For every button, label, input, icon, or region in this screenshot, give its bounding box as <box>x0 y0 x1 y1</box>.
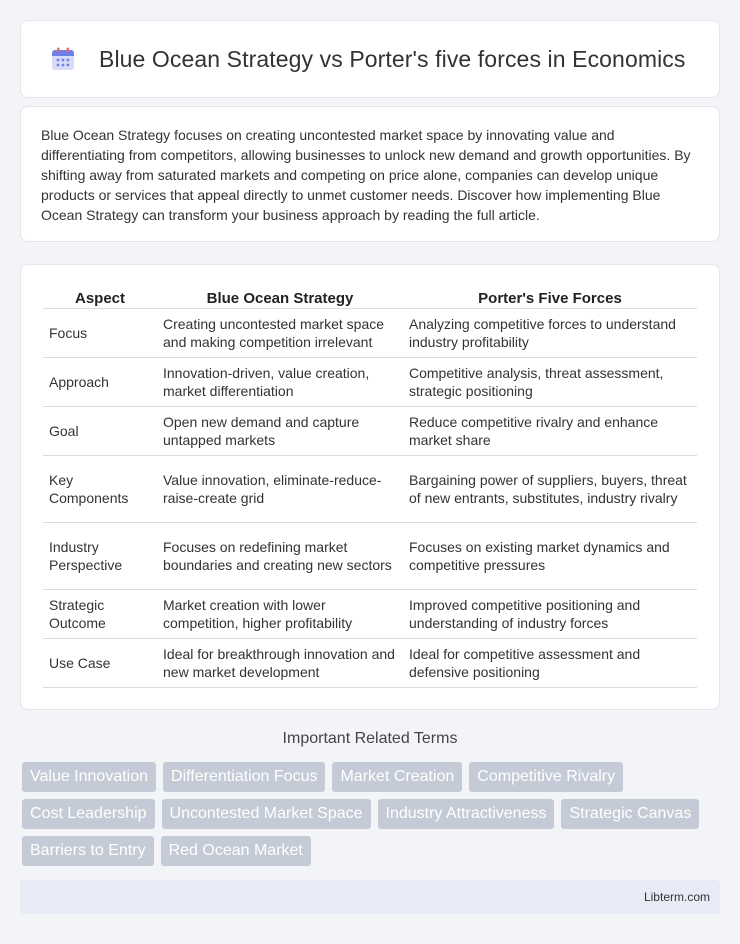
row-porter: Competitive analysis, threat assessment, strategic positioning <box>403 357 697 406</box>
row-porter: Reduce competitive rivalry and enhance market share <box>403 406 697 455</box>
table-row <box>43 308 697 357</box>
row-porter: Bargaining power of suppliers, buyers, threat of new entrants, substitutes, industry rivalry <box>403 455 697 522</box>
tag-row <box>22 762 722 792</box>
related-terms-tags <box>22 762 722 873</box>
table-row <box>43 357 697 406</box>
tag-barriers-to-entry[interactable]: Barriers to Entry <box>22 836 154 866</box>
row-porter: Focuses on existing market dynamics and competitive pressures <box>403 522 697 589</box>
row-blue-ocean: Creating uncontested market space and making competition irrelevant <box>157 308 403 357</box>
row-blue-ocean: Value innovation, eliminate-reduce-raise-create grid <box>157 455 403 522</box>
intro-card <box>20 106 720 242</box>
tag-strategic-canvas[interactable]: Strategic Canvas <box>561 799 699 829</box>
calendar-icon <box>49 45 77 73</box>
row-aspect: Goal <box>43 406 157 455</box>
row-aspect: Approach <box>43 357 157 406</box>
header-blue-ocean: Blue Ocean Strategy <box>157 285 403 308</box>
table-header-row <box>43 285 697 308</box>
tag-uncontested-market-space[interactable]: Uncontested Market Space <box>162 799 371 829</box>
row-blue-ocean: Market creation with lower competition, higher profitability <box>157 589 403 638</box>
row-aspect: Strategic Outcome <box>43 589 157 638</box>
tag-row <box>22 799 722 829</box>
row-porter: Analyzing competitive forces to understand industry profitability <box>403 308 697 357</box>
row-porter: Ideal for competitive assessment and defensive positioning <box>403 638 697 687</box>
table-row <box>43 589 697 638</box>
tag-industry-attractiveness[interactable]: Industry Attractiveness <box>378 799 555 829</box>
page-title: Blue Ocean Strategy vs Porter's five forces in Economics <box>99 45 686 72</box>
row-porter: Improved competitive positioning and understanding of industry forces <box>403 589 697 638</box>
row-blue-ocean: Open new demand and capture untapped markets <box>157 406 403 455</box>
table-row <box>43 522 697 589</box>
table-row <box>43 455 697 522</box>
comparison-table <box>43 285 697 688</box>
tag-market-creation[interactable]: Market Creation <box>332 762 462 792</box>
intro-text: Blue Ocean Strategy focuses on creating uncontested market space by innovating value and differentiating from competitors, allowing businesses to unlock new demand and growth opportunities. By shifting away from saturated markets and competing on price alone, companies can develop unique products or services that appeal directly to unmet customer needs. Discover how implementing Blue Ocean Strategy can transform your business approach by reading the full article. <box>41 127 691 223</box>
header-aspect: Aspect <box>43 285 157 308</box>
row-blue-ocean: Ideal for breakthrough innovation and new market development <box>157 638 403 687</box>
row-aspect: Use Case <box>43 638 157 687</box>
tag-cost-leadership[interactable]: Cost Leadership <box>22 799 155 829</box>
related-terms-title: Important Related Terms <box>282 730 458 747</box>
row-blue-ocean: Focuses on redefining market boundaries and creating new sectors <box>157 522 403 589</box>
table-row <box>43 638 697 687</box>
row-blue-ocean: Innovation-driven, value creation, market differentiation <box>157 357 403 406</box>
table-row <box>43 406 697 455</box>
tag-row <box>22 836 722 866</box>
header-card <box>20 20 720 98</box>
row-aspect: Key Components <box>43 455 157 522</box>
footer-site-link[interactable]: Libterm.com <box>643 890 710 904</box>
row-aspect: Industry Perspective <box>43 522 157 589</box>
header-porter: Porter's Five Forces <box>403 285 697 308</box>
tag-value-innovation[interactable]: Value Innovation <box>22 762 156 792</box>
footer <box>20 880 720 914</box>
tag-red-ocean-market[interactable]: Red Ocean Market <box>161 836 311 866</box>
tag-competitive-rivalry[interactable]: Competitive Rivalry <box>469 762 623 792</box>
comparison-table-card <box>20 264 720 710</box>
row-aspect: Focus <box>43 308 157 357</box>
tag-differentiation-focus[interactable]: Differentiation Focus <box>163 762 325 792</box>
